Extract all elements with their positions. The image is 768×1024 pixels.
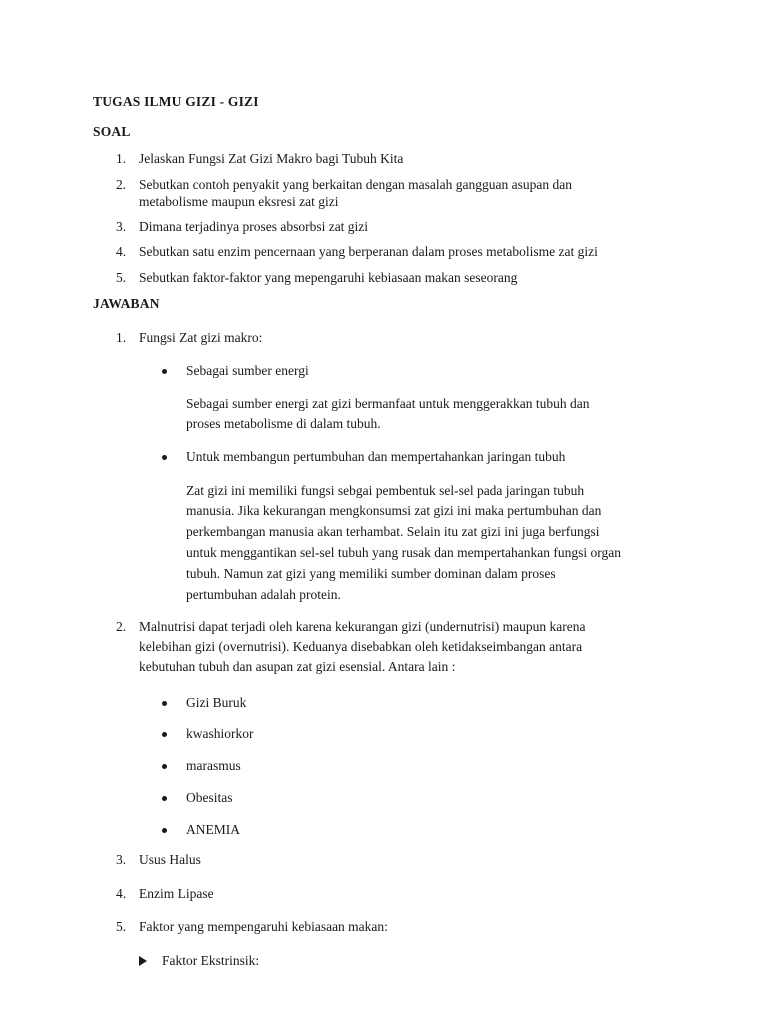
- jawaban-2-bullet-3: marasmus: [186, 758, 241, 773]
- jawaban-number-2: 2.: [116, 619, 127, 634]
- jawaban-1-para-1-line-1: Sebagai sumber energi zat gizi bermanfaat untuk menggerakkan tubuh dan: [186, 396, 590, 411]
- jawaban-2-line-2: kelebihan gizi (overnutrisi). Keduanya disebabkan oleh ketidakseimbangan antara: [139, 639, 583, 654]
- round-bullet-icon: [162, 701, 167, 706]
- round-bullet-icon: [162, 796, 167, 801]
- soal-number-2: 2.: [116, 177, 127, 192]
- jawaban-1-para-2-line-1: Zat gizi ini memiliki fungsi sebgai pembentuk sel-sel pada jaringan tubuh: [186, 483, 585, 498]
- round-bullet-icon: [162, 828, 167, 833]
- jawaban-5-sub: Faktor Ekstrinsik:: [162, 953, 260, 968]
- jawaban-1-bullet-1: Sebagai sumber energi: [186, 363, 309, 378]
- jawaban-1-para-1-line-2: proses metabolisme di dalam tubuh.: [186, 416, 381, 431]
- round-bullet-icon: [162, 732, 167, 737]
- soal-number-5: 5.: [116, 270, 127, 285]
- jawaban-number-3: 3.: [116, 852, 127, 867]
- soal-item-1: Jelaskan Fungsi Zat Gizi Makro bagi Tubuh Kita: [139, 151, 404, 166]
- jawaban-1-text: Fungsi Zat gizi makro:: [139, 330, 263, 345]
- jawaban-1-para-2-line-6: pertumbuhan adalah protein.: [186, 587, 341, 602]
- jawaban-4-text: Enzim Lipase: [139, 886, 214, 901]
- jawaban-2-bullet-5: ANEMIA: [186, 822, 240, 837]
- soal-number-4: 4.: [116, 244, 127, 259]
- jawaban-2-line-1: Malnutrisi dapat terjadi oleh karena kekurangan gizi (undernutrisi) maupun karena: [139, 619, 586, 634]
- round-bullet-icon: [162, 455, 167, 460]
- jawaban-5-text: Faktor yang mempengaruhi kebiasaan makan:: [139, 919, 388, 934]
- jawaban-2-bullet-1: Gizi Buruk: [186, 695, 247, 710]
- round-bullet-icon: [162, 764, 167, 769]
- jawaban-number-4: 4.: [116, 886, 127, 901]
- soal-number-3: 3.: [116, 219, 127, 234]
- soal-item-3: Dimana terjadinya proses absorbsi zat gizi: [139, 219, 369, 234]
- jawaban-heading: JAWABAN: [93, 296, 160, 311]
- soal-number-1: 1.: [116, 151, 127, 166]
- jawaban-3-text: Usus Halus: [139, 852, 201, 867]
- soal-item-2-line-2: metabolisme maupun eksresi zat gizi: [139, 194, 339, 209]
- jawaban-2-bullet-4: Obesitas: [186, 790, 233, 805]
- soal-heading: SOAL: [93, 124, 131, 139]
- jawaban-1-para-2-line-3: perkembangan manusia akan terhambat. Selain itu zat gizi ini juga berfungsi: [186, 524, 600, 539]
- round-bullet-icon: [162, 369, 167, 374]
- soal-item-5: Sebutkan faktor-faktor yang mepengaruhi kebiasaan makan seseorang: [139, 270, 518, 285]
- jawaban-number-1: 1.: [116, 330, 127, 345]
- jawaban-2-bullet-2: kwashiorkor: [186, 726, 254, 741]
- document-title: TUGAS ILMU GIZI - GIZI: [93, 94, 259, 109]
- jawaban-1-para-2-line-5: tubuh. Namun zat gizi yang memiliki sumber dominan dalam proses: [186, 566, 556, 581]
- jawaban-1-para-2-line-2: manusia. Jika kekurangan mengkonsumsi zat gizi ini maka pertumbuhan dan: [186, 503, 602, 518]
- jawaban-number-5: 5.: [116, 919, 127, 934]
- jawaban-1-bullet-2: Untuk membangun pertumbuhan dan mempertahankan jaringan tubuh: [186, 449, 566, 464]
- jawaban-2-line-3: kebutuhan tubuh dan asupan zat gizi esensial. Antara lain :: [139, 659, 456, 674]
- soal-item-2-line-1: Sebutkan contoh penyakit yang berkaitan dengan masalah gangguan asupan dan: [139, 177, 572, 192]
- soal-item-4: Sebutkan satu enzim pencernaan yang berperanan dalam proses metabolisme zat gizi: [139, 244, 598, 259]
- arrow-bullet-icon: [139, 956, 147, 966]
- jawaban-1-para-2-line-4: untuk menggantikan sel-sel tubuh yang rusak dan mempertahankan fungsi organ: [186, 545, 622, 560]
